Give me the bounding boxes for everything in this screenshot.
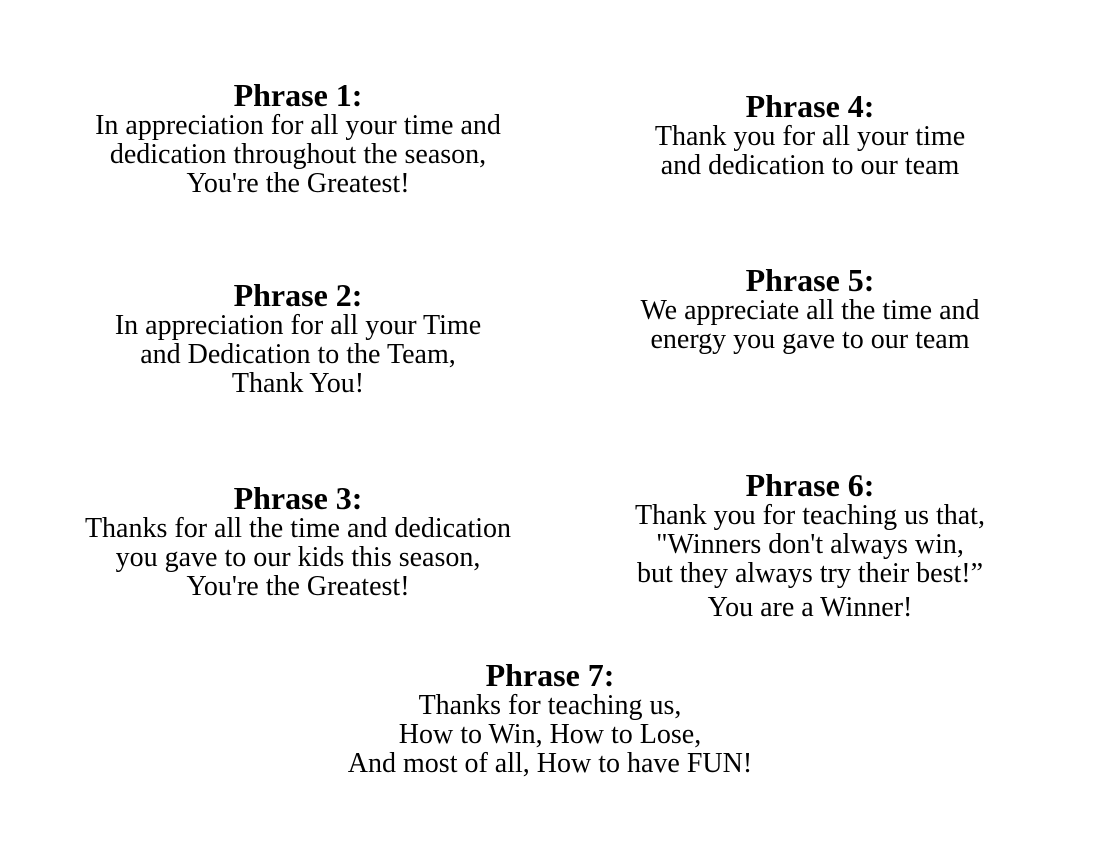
phrase-5-title: Phrase 5: [745,262,875,298]
phrase-5-line: We appreciate all the time and [640,295,980,326]
phrase-4-line: and dedication to our team [660,150,960,181]
phrase-6-line: "Winners don't always win, [656,529,964,560]
phrase-3-line: Thanks for all the time and dedication [84,513,512,544]
phrase-6-block [530,469,1090,622]
phrase-6-line: Thank you for teaching us that, [635,500,985,531]
phrase-1-line: You're the Greatest! [186,168,410,199]
phrase-3-line: you gave to our kids this season, [115,542,481,573]
phrase-3-line: You're the Greatest! [186,571,410,602]
phrase-6-line: You are a Winner! [707,592,913,623]
phrase-5-block [530,264,1090,354]
phrase-7-line: How to Win, How to Lose, [398,719,702,750]
phrase-6-line: but they always try their best!” [636,558,983,589]
phrase-2-line: Thank You! [231,368,365,399]
phrase-4-block [530,90,1090,180]
phrase-2-line: and Dedication to the Team, [140,339,456,370]
phrase-5-line: energy you gave to our team [650,324,970,355]
phrase-3-block [18,482,578,601]
phrase-7-line: And most of all, How to have FUN! [347,748,753,779]
phrase-7-line: Thanks for teaching us, [418,690,682,721]
phrase-1-line: In appreciation for all your time and [95,110,501,141]
phrase-7-block [270,659,830,778]
phrase-1-title: Phrase 1: [233,77,363,113]
phrase-2-title: Phrase 2: [233,277,363,313]
phrase-1-block [18,79,578,198]
phrase-2-block [18,279,578,398]
phrase-6-title: Phrase 6: [745,467,875,503]
phrase-3-title: Phrase 3: [233,480,363,516]
phrase-4-line: Thank you for all your time [654,121,966,152]
phrase-4-title: Phrase 4: [745,88,875,124]
phrase-2-line: In appreciation for all your Time [114,310,482,341]
phrase-7-title: Phrase 7: [485,657,615,693]
phrase-1-line: dedication throughout the season, [109,139,487,170]
